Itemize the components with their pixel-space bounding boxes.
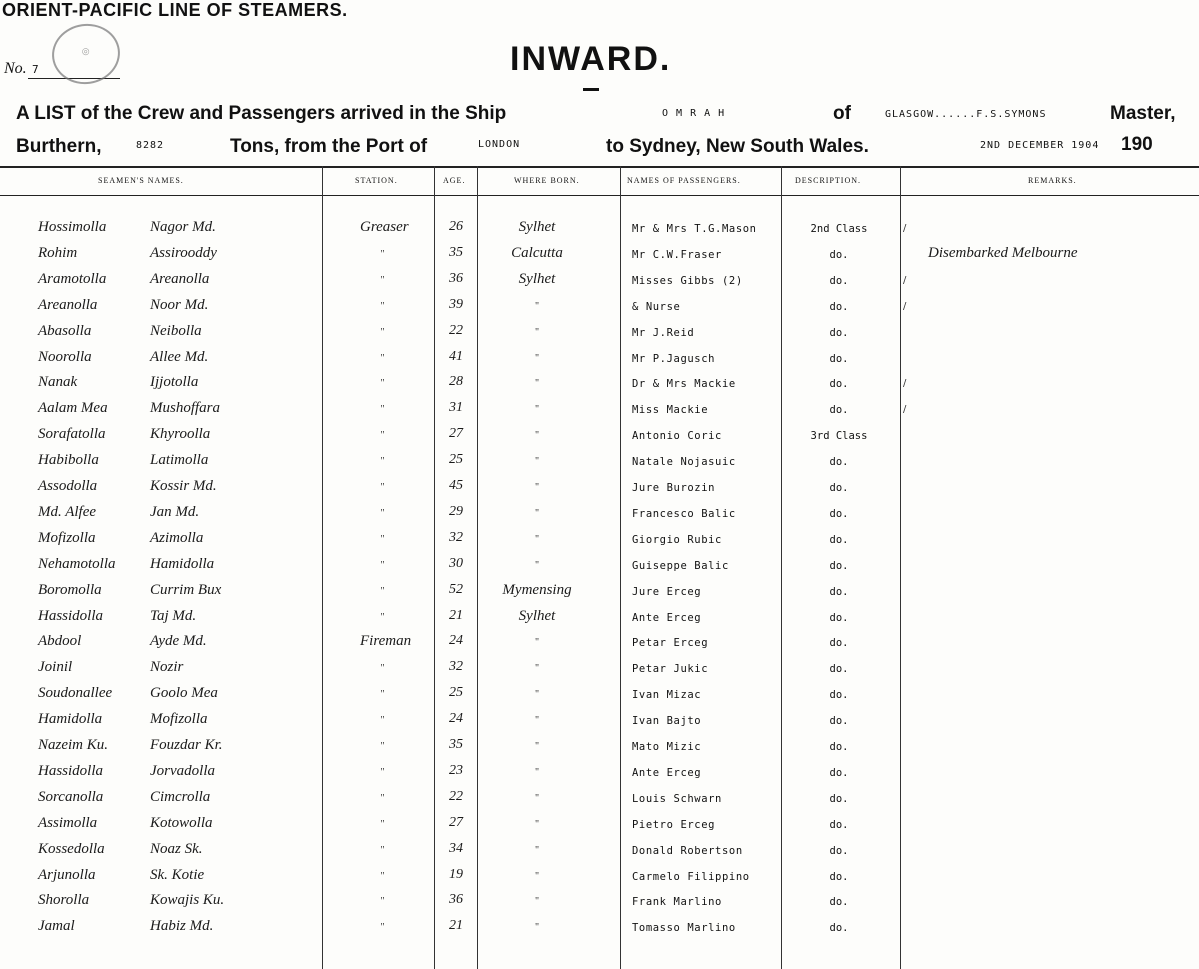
seaman-first-name: Soudonallee [38,685,113,702]
seaman-station: " [380,559,385,571]
table-top-rule [0,166,1199,168]
seaman-birthplace: " [534,689,540,701]
seaman-last-name: Neibolla [150,322,202,339]
passenger-name: Mr J.Reid [632,326,695,339]
seaman-birthplace: Mymensing [502,581,572,598]
seaman-birthplace: " [534,559,540,571]
seaman-station: " [380,896,385,908]
seaman-birthplace: " [534,792,540,804]
seaman-age: 22 [449,788,463,804]
page-title: INWARD. [510,40,672,78]
passenger-description: do. [829,792,849,805]
year-suffix: 190 [1121,134,1153,155]
passenger-description: do. [829,248,849,261]
passenger-name: & Nurse [632,300,681,313]
passenger-name: Petar Erceg [632,637,709,650]
passenger-description: do. [829,766,849,779]
passenger-description: do. [829,507,849,520]
seaman-station: " [380,404,385,416]
seaman-birthplace: " [534,844,540,856]
burthen-label: Burthern, [16,136,102,157]
col-header-passengers: NAMES OF PASSENGERS. [627,176,741,185]
seaman-age: 35 [449,244,463,260]
seaman-last-name: Kowajis Ku. [150,892,225,909]
seaman-station: " [380,844,385,856]
seaman-age: 32 [449,529,463,545]
from-port: LONDON [478,139,521,150]
seaman-birthplace: Sylhet [518,219,556,235]
seaman-birthplace: " [534,741,540,752]
passenger-remark: Disembarked Melbourne [928,244,1078,261]
seaman-birthplace: " [534,637,540,649]
seaman-last-name: Azimolla [150,529,204,546]
col-header-born: WHERE BORN. [514,176,580,185]
seaman-first-name: Habibolla [38,452,99,469]
seaman-age: 19 [449,866,463,882]
seaman-last-name: Nagor Md. [150,219,216,235]
seaman-first-name: Nazeim Ku. [38,737,109,753]
passenger-description: do. [829,611,849,624]
seaman-last-name: Khyroolla [150,426,211,443]
seaman-age: 23 [449,762,463,778]
seaman-age: 29 [449,503,463,519]
seaman-last-name: Areanolla [150,270,210,287]
seaman-station: Fireman [360,633,412,650]
passenger-name: Jure Erceg [632,585,702,598]
seaman-first-name: Hassidolla [38,607,104,624]
passenger-description: do. [829,896,849,909]
passenger-description: do. [829,663,849,676]
seaman-age: 24 [449,633,463,649]
passenger-name: Francesco Balic [632,507,736,520]
seaman-age: 52 [449,581,463,597]
passenger-name: Giorgio Rubic [632,533,722,546]
of-label: of [833,103,851,124]
passenger-name: Mato Mizic [632,741,702,753]
passenger-description: do. [829,922,849,935]
passenger-description: do. [829,404,849,417]
port-master: GLASGOW......F.S.SYMONS [885,109,1047,120]
passenger-name: Dr & Mrs Mackie [632,378,736,391]
seaman-station: " [380,715,385,727]
seaman-age: 41 [449,348,463,364]
col-header-seamen: SEAMEN'S NAMES. [98,176,184,185]
seaman-first-name: Shorolla [38,892,90,909]
seaman-birthplace: " [534,404,540,416]
passenger-name: Mr C.W.Fraser [632,248,722,261]
seaman-birthplace: Sylhet [518,607,556,624]
seaman-last-name: Currim Bux [150,581,222,598]
seaman-station: " [380,792,385,804]
passenger-name: Ante Erceg [632,766,702,779]
seaman-age: 34 [449,840,463,856]
passenger-name: Pietro Erceg [632,818,716,831]
seaman-age: 27 [449,814,463,830]
passenger-description: do. [829,533,849,546]
seaman-last-name: Nozir [150,659,184,676]
seaman-age: 25 [449,685,463,701]
passenger-name: Misses Gibbs (2) [632,274,743,287]
seaman-age: 35 [449,737,463,752]
passenger-name: Antonio Coric [632,430,722,443]
passenger-description: do. [829,585,849,598]
passenger-name: Petar Jukic [632,663,709,676]
col-divider-age [434,166,435,969]
passenger-description: do. [829,637,849,650]
seaman-last-name: Ayde Md. [150,633,207,650]
col-header-station: STATION. [355,176,398,185]
seaman-birthplace: " [534,456,540,468]
seaman-age: 32 [449,659,463,675]
seaman-age: 31 [449,400,463,416]
seaman-station: Greaser [360,219,409,235]
seaman-age: 22 [449,322,463,338]
tons-value: 8282 [136,140,165,151]
seaman-first-name: Md. Alfee [38,503,97,520]
passenger-description: do. [829,378,849,391]
seaman-first-name: Assimolla [38,814,98,831]
seaman-birthplace: Sylhet [518,270,556,287]
seaman-last-name: Noaz Sk. [150,840,203,857]
seaman-last-name: Latimolla [150,452,209,469]
seaman-birthplace: " [534,352,540,364]
seaman-birthplace: " [534,482,540,493]
passenger-name: Donald Robertson [632,844,743,857]
seaman-birthplace: " [534,922,540,934]
seaman-age: 24 [449,711,463,727]
seaman-first-name: Sorcanolla [38,788,104,805]
seaman-station: " [380,533,385,545]
seaman-first-name: Hassidolla [38,762,104,779]
table-header-rule [0,195,1199,196]
seaman-station: " [380,507,385,519]
seaman-first-name: Aramotolla [38,270,107,287]
seaman-last-name: Jan Md. [150,503,200,520]
seaman-age: 27 [449,426,463,442]
seaman-last-name: Fouzdar Kr. [150,737,223,753]
seaman-station: " [380,274,385,286]
seaman-first-name: Hossimolla [38,219,107,235]
seaman-first-name: Abdool [38,633,82,650]
passenger-name: Louis Schwarn [632,792,722,805]
passenger-description: do. [829,741,849,753]
seaman-last-name: Kotowolla [150,814,213,831]
passenger-description: do. [829,844,849,857]
seaman-birthplace: " [534,818,540,830]
seaman-last-name: Jorvadolla [150,762,215,779]
seaman-last-name: Noor Md. [150,296,209,313]
passenger-name: Carmelo Filippino [632,870,750,883]
seaman-last-name: Assirooddy [150,244,217,261]
check-mark: / [903,378,907,390]
seaman-last-name: Habiz Md. [150,918,214,935]
col-header-description: DESCRIPTION. [795,176,862,185]
seaman-age: 45 [449,478,463,493]
passenger-description: do. [829,818,849,831]
seaman-station: " [380,663,385,675]
seaman-age: 36 [449,892,463,908]
check-mark: / [903,300,907,312]
col-divider-description [781,166,782,969]
passenger-name: Miss Mackie [632,404,709,417]
seaman-first-name: Boromolla [38,581,102,598]
line-name: ORIENT-PACIFIC LINE OF STEAMERS. [2,0,348,20]
seaman-first-name: Joinil [38,659,73,676]
passenger-name: Mr P.Jagusch [632,352,716,365]
seaman-age: 21 [449,918,463,934]
seaman-first-name: Assodolla [38,478,98,494]
seaman-last-name: Mushoffara [150,400,221,417]
seaman-birthplace: " [534,533,540,545]
passenger-description: do. [829,559,849,572]
ship-name: O M R A H [662,108,726,119]
seaman-station: " [380,482,385,493]
seaman-first-name: Kossedolla [38,840,105,857]
passenger-description: do. [829,456,849,469]
passenger-description: do. [829,274,849,287]
record-number-value: 7 [32,63,39,76]
seaman-station: " [380,689,385,701]
seaman-age: 39 [449,296,463,312]
list-prefix: A LIST of the Crew and Passengers arrived in the Ship [16,103,507,124]
seaman-station: " [380,922,385,934]
seaman-station: " [380,766,385,778]
seaman-station: " [380,456,385,468]
seaman-station: " [380,352,385,364]
seaman-station: " [380,300,385,312]
seaman-last-name: Hamidolla [150,555,215,572]
seaman-first-name: Mofizolla [38,529,96,546]
seaman-birthplace: " [534,870,540,882]
seaman-station: " [380,585,385,597]
seaman-last-name: Ijjotolla [150,374,199,391]
check-mark: / [903,404,907,416]
seaman-age: 25 [449,452,463,468]
seaman-birthplace: " [534,715,540,727]
title-ornament [583,88,599,91]
seaman-first-name: Areanolla [38,296,98,313]
seaman-birthplace: " [534,378,540,390]
seaman-first-name: Nehamotolla [38,555,116,572]
seaman-station: " [380,248,385,260]
seaman-station: " [380,326,385,338]
seaman-age: 21 [449,607,463,623]
seaman-first-name: Rohim [38,244,78,261]
seaman-birthplace: Calcutta [511,244,563,261]
seaman-last-name: Allee Md. [150,348,209,365]
arrival-date: 2ND DECEMBER 1904 [980,140,1100,151]
seaman-first-name: Jamal [38,918,75,935]
seaman-first-name: Hamidolla [38,711,103,728]
seaman-first-name: Sorafatolla [38,426,106,443]
passenger-description: 2nd Class [810,223,868,235]
col-header-age: AGE. [443,176,466,185]
seaman-first-name: Abasolla [38,322,92,339]
passenger-description: do. [829,300,849,313]
seaman-last-name: Cimcrolla [150,788,211,805]
col-divider-station [322,166,323,969]
seaman-station: " [380,870,385,882]
seaman-birthplace: " [534,326,540,338]
passenger-description: do. [829,715,849,728]
record-number-label: No. [4,60,27,77]
passenger-name: Ivan Mizac [632,689,702,702]
passenger-description: do. [829,482,849,494]
check-mark: / [903,274,907,286]
seaman-birthplace: " [534,663,540,675]
seaman-first-name: Noorolla [38,348,92,365]
passenger-name: Frank Marlino [632,896,722,909]
seaman-age: 36 [449,270,463,286]
seaman-age: 26 [449,219,463,234]
seaman-station: " [380,741,385,752]
seaman-birthplace: " [534,766,540,778]
passenger-description: do. [829,689,849,702]
seaman-first-name: Arjunolla [38,866,96,883]
seaman-age: 28 [449,374,463,390]
seaman-first-name: Nanak [38,374,78,391]
passenger-description: do. [829,352,849,365]
seaman-last-name: Sk. Kotie [150,866,205,883]
passenger-description: 3rd Class [810,430,868,443]
seaman-birthplace: " [534,507,540,519]
passenger-name: Guiseppe Balic [632,559,729,572]
seaman-age: 30 [449,555,463,571]
passenger-name: Natale Nojasuic [632,456,736,469]
passenger-name: Ivan Bajto [632,715,702,728]
passenger-name: Tomasso Marlino [632,922,736,935]
master-label: Master, [1110,103,1176,124]
destination: to Sydney, New South Wales. [606,136,869,157]
passenger-description: do. [829,326,849,339]
col-divider-remarks [900,166,901,969]
seaman-last-name: Kossir Md. [150,478,217,494]
passenger-name: Jure Burozin [632,482,716,494]
seaman-station: " [380,378,385,390]
seaman-last-name: Mofizolla [150,711,208,728]
seaman-station: " [380,611,385,623]
passenger-description: do. [829,870,849,883]
col-header-remarks: REMARKS. [1028,176,1077,185]
col-divider-born [477,166,478,969]
col-divider-passengers [620,166,621,969]
seaman-first-name: Aalam Mea [38,400,108,417]
seaman-last-name: Goolo Mea [150,685,218,702]
tons-label: Tons, from the Port of [230,136,428,157]
seaman-last-name: Taj Md. [150,607,197,624]
seaman-station: " [380,430,385,442]
official-stamp: ◎ [48,20,124,89]
seaman-birthplace: " [534,430,540,442]
seaman-birthplace: " [534,300,540,312]
passenger-name: Ante Erceg [632,611,702,624]
passenger-name: Mr & Mrs T.G.Mason [632,223,757,235]
seaman-birthplace: " [534,896,540,908]
check-mark: / [903,223,907,234]
seaman-station: " [380,818,385,830]
